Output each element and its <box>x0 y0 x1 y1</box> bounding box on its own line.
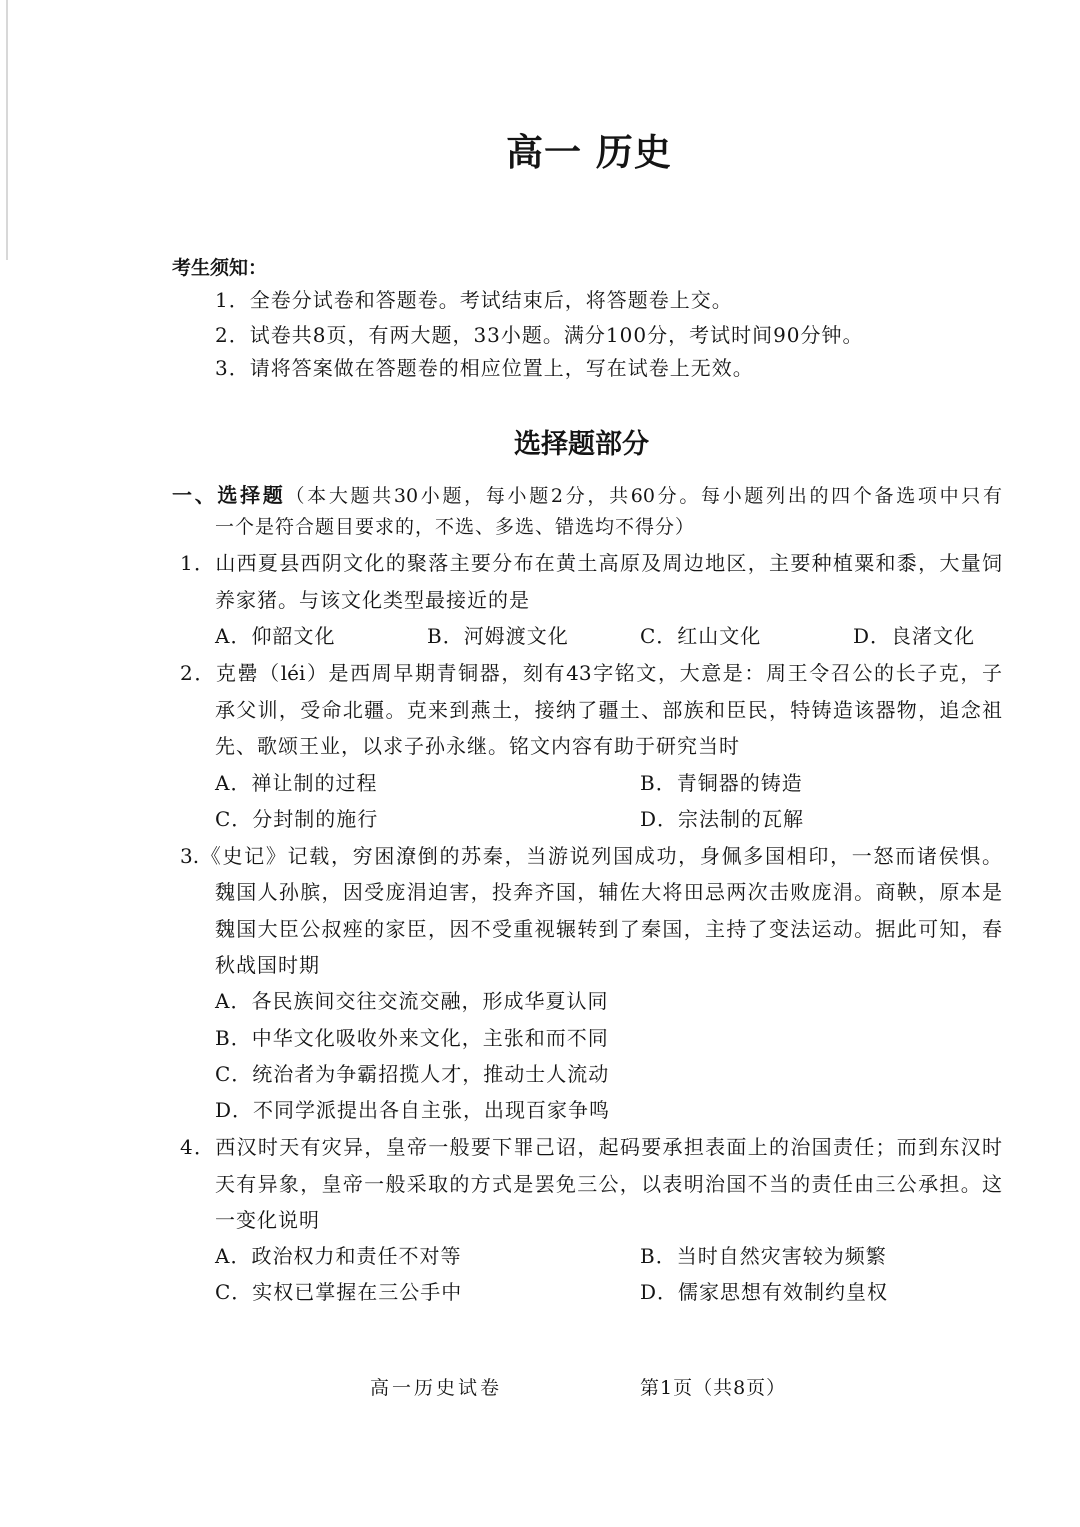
option-b: B．当时自然灾害较为频繁 <box>640 1244 887 1268</box>
question-stem-line: 承父训，受命北疆。克来到燕土，接纳了疆土、部族和臣民，特铸造该器物，追念祖 <box>215 698 1002 722</box>
option-d: D．儒家思想有效制约皇权 <box>640 1280 889 1304</box>
notice-heading: 考生须知： <box>172 257 268 279</box>
notice-item: 1．全卷分试卷和答题卷。考试结束后，将答题卷上交。 <box>215 288 733 312</box>
question-stem-line: 3.《史记》记载，穷困潦倒的苏秦，当游说列国成功，身佩多国相印，一怒而诸侯惧。 <box>180 844 1002 868</box>
footer-paper-name: 高一历史试卷 <box>370 1377 503 1399</box>
option-a: A．禅让制的过程 <box>215 771 378 795</box>
page-title: 高一 历史 <box>506 130 672 174</box>
option-a: A．各民族间交往交流交融，形成华夏认同 <box>215 989 609 1013</box>
option-c: C．统治者为争霸招揽人才，推动士人流动 <box>215 1062 610 1086</box>
question-stem-line: 1．山西夏县西阴文化的聚落主要分布在黄土高原及周边地区，主要种植粟和黍，大量饲 <box>180 551 1002 575</box>
section-label: 一、选择题 <box>172 483 286 507</box>
option-c: C．红山文化 <box>640 624 762 648</box>
option-a: A．政治权力和责任不对等 <box>215 1244 462 1268</box>
question-stem-line: 先、歌颂王业，以求子孙永继。铭文内容有助于研究当时 <box>215 734 740 758</box>
instructions-text: （本大题共30小题，每小题2分，共60分。每小题列出的四个备选项中只有 <box>285 485 1002 507</box>
instructions-line: 一个是符合题目要求的，不选、多选、错选均不得分） <box>215 516 696 538</box>
notice-item: 2．试卷共8页，有两大题，33小题。满分100分，考试时间90分钟。 <box>215 323 864 347</box>
option-a: A．仰韶文化 <box>215 624 336 648</box>
option-d: D．宗法制的瓦解 <box>640 807 805 831</box>
question-stem-line: 2．克罍（léi）是西周早期青铜器，刻有43字铭文，大意是：周王令召公的长子克，子 <box>180 661 1002 685</box>
question-stem-line: 秋战国时期 <box>215 953 320 977</box>
question-stem-line: 魏国大臣公叔痤的家臣，因不受重视辗转到了秦国，主持了变法运动。据此可知，春 <box>215 917 1002 941</box>
option-b: B．河姆渡文化 <box>427 624 569 648</box>
option-c: C．实权已掌握在三公手中 <box>215 1280 463 1304</box>
option-d: D．良渚文化 <box>853 624 976 648</box>
option-c: C．分封制的施行 <box>215 807 379 831</box>
question-stem-line: 一变化说明 <box>215 1208 320 1232</box>
option-b: B．青铜器的铸造 <box>640 771 803 795</box>
section-title: 选择题部分 <box>514 429 649 460</box>
scan-edge-line <box>6 0 8 260</box>
notice-item: 3．请将答案做在答题卷的相应位置上，写在试卷上无效。 <box>215 356 754 380</box>
question-stem-line: 4．西汉时天有灾异，皇帝一般要下罪己诏，起码要承担表面上的治国责任；而到东汉时 <box>180 1135 1002 1159</box>
option-d: D．不同学派提出各自主张，出现百家争鸣 <box>215 1098 611 1122</box>
question-stem-line: 魏国人孙膑，因受庞涓迫害，投奔齐国，辅佐大将田忌两次击败庞涓。商鞅，原本是 <box>215 880 1002 904</box>
question-stem-line: 天有异象，皇帝一般采取的方式是罢免三公，以表明治国不当的责任由三公承担。这 <box>215 1172 1002 1196</box>
footer-page-info: 第1页（共8页） <box>640 1377 787 1399</box>
question-stem-line: 养家猪。与该文化类型最接近的是 <box>215 588 530 612</box>
option-b: B．中华文化吸收外来文化，主张和而不同 <box>215 1026 609 1050</box>
